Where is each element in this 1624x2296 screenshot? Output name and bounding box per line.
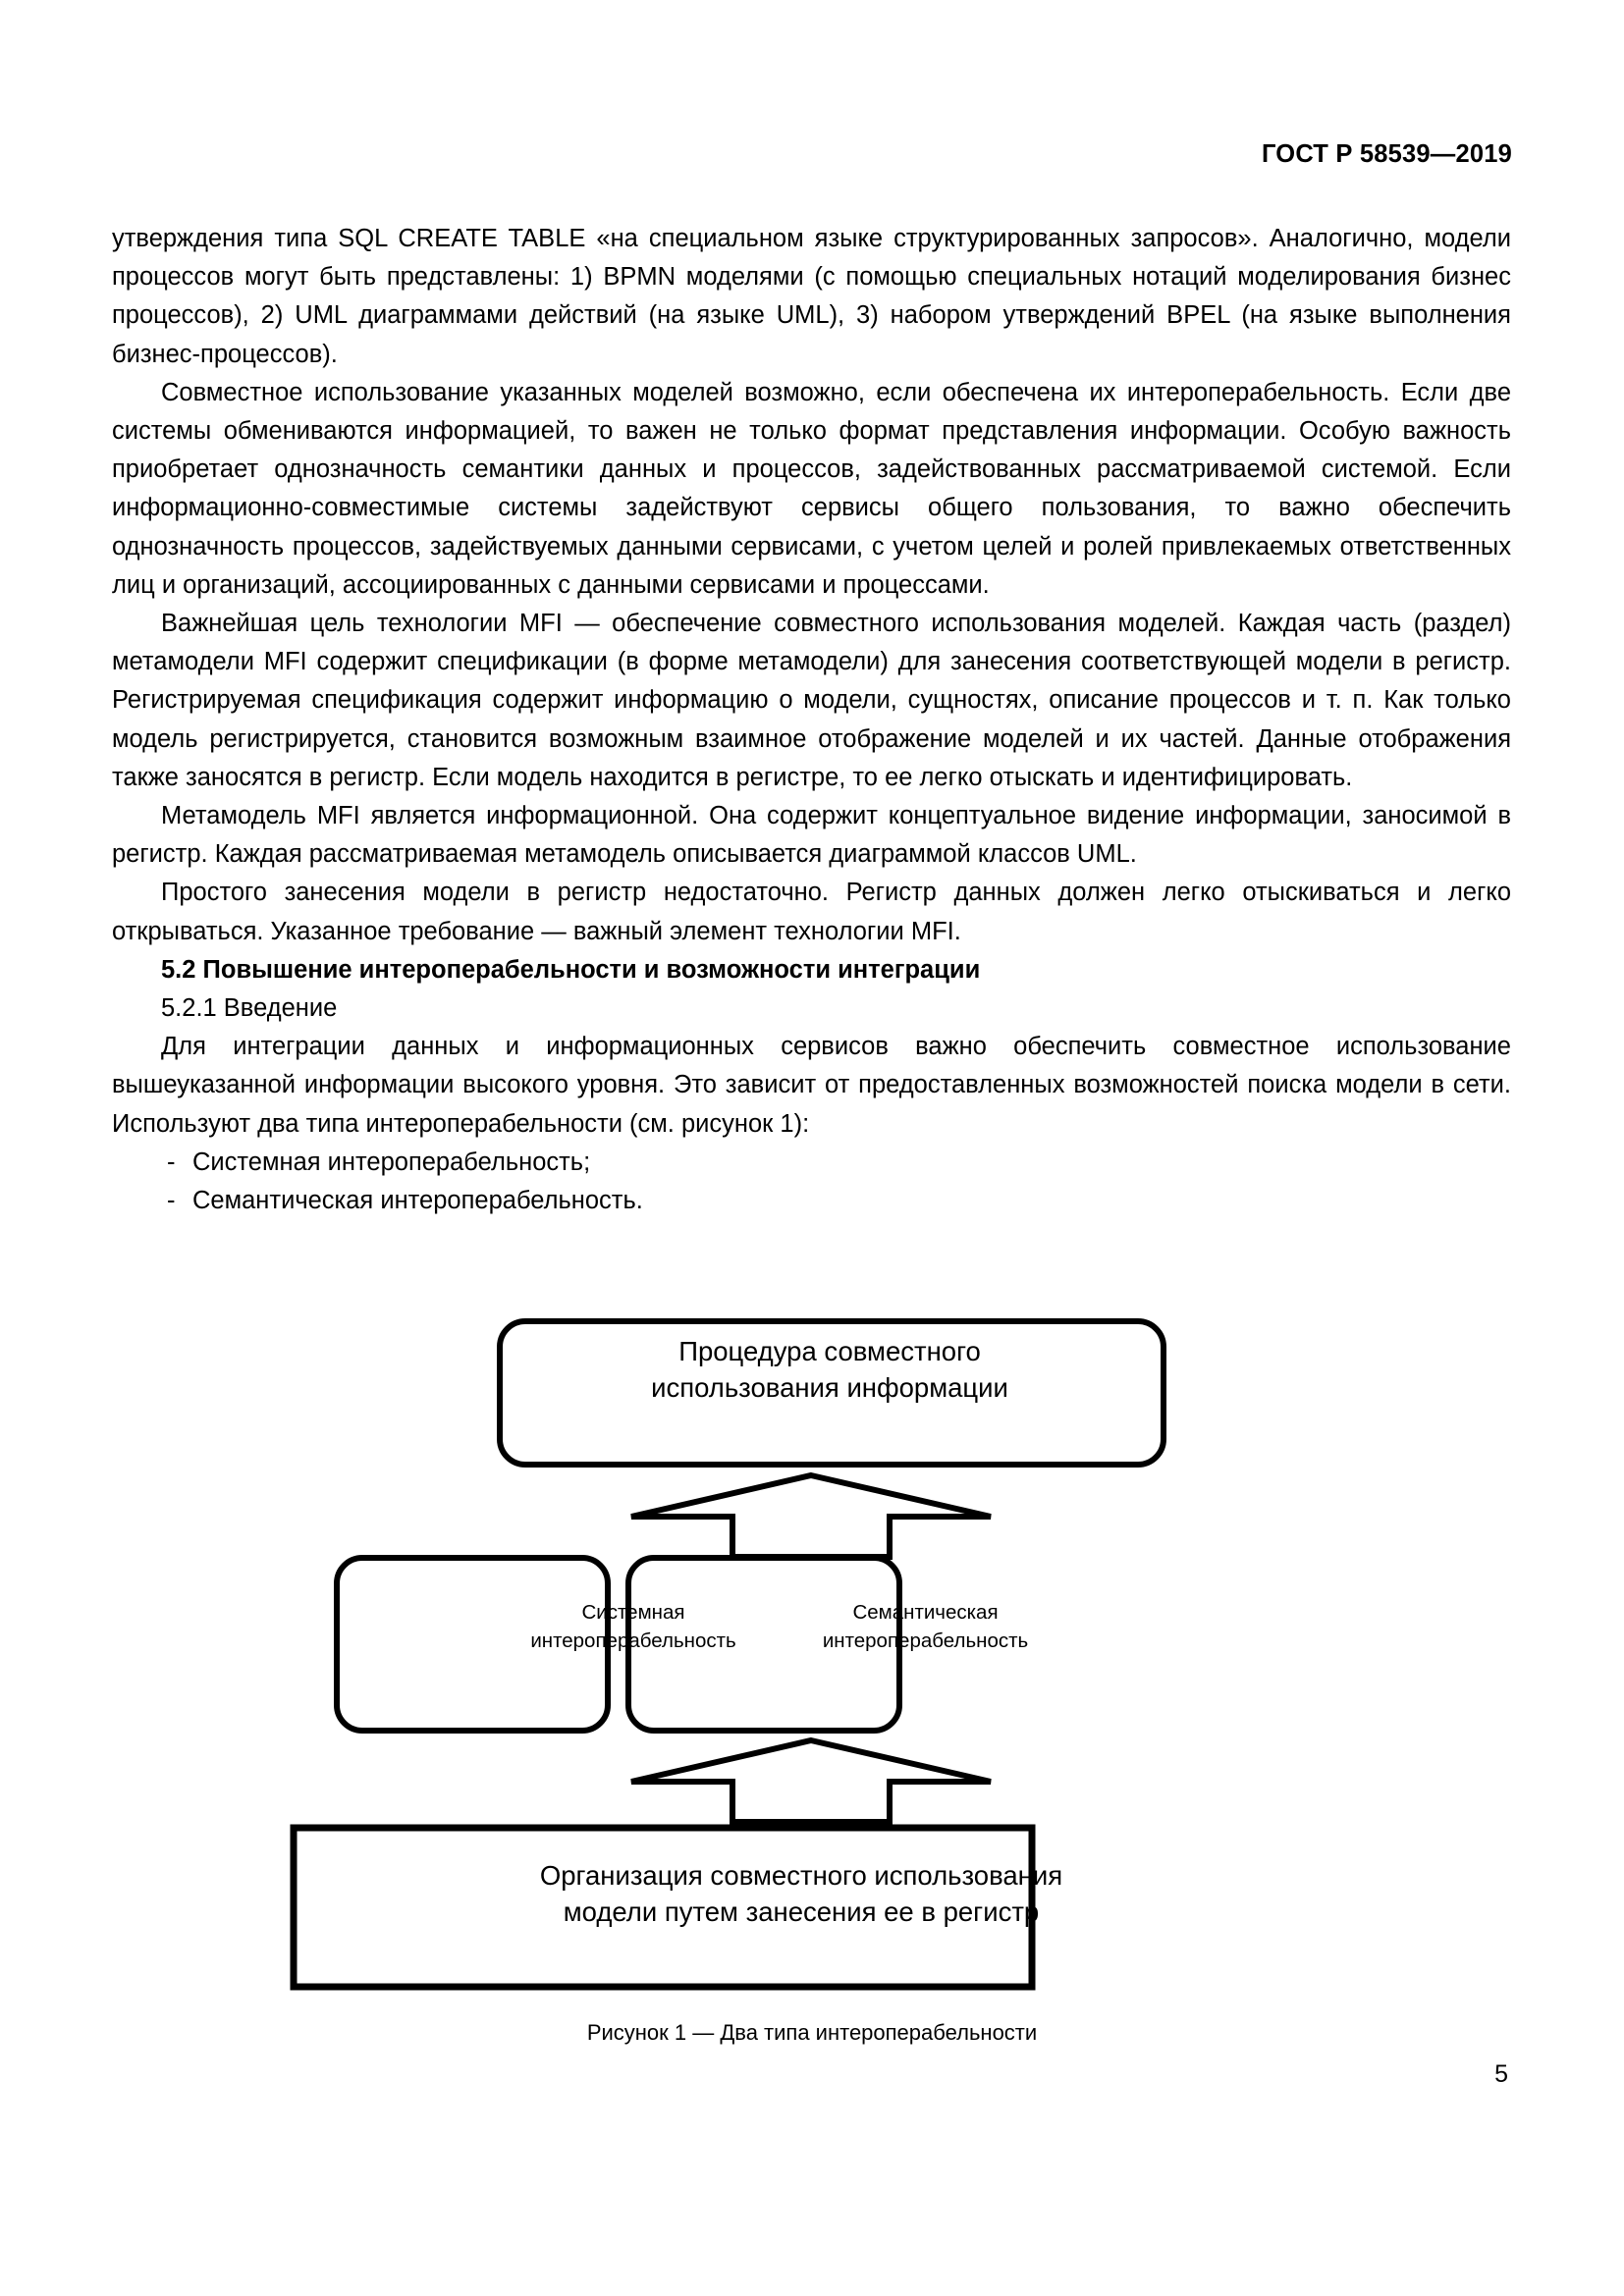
node-top-line-2: использования информации (651, 1372, 1008, 1403)
node-mid-left-line-2: интероперабельность (530, 1629, 736, 1652)
running-header-standard-number: ГОСТ Р 58539—2019 (1261, 140, 1512, 168)
list-item-label: Системная интероперабельность; (192, 1148, 591, 1176)
node-top-shape (500, 1321, 1164, 1465)
figure-1-diagram (0, 0, 1624, 707)
arrow-up-upper (631, 1475, 991, 1557)
node-mid-right-line-1: Семантическая (852, 1601, 999, 1624)
dash-bullet-icon: - (167, 1187, 176, 1215)
node-mid-right-shape (628, 1558, 899, 1731)
node-mid-right-line-2: интероперабельность (822, 1629, 1029, 1652)
node-bottom-shape (294, 1828, 1032, 1987)
paragraph-3: Важнейшая цель технологии MFI — обеспечение совместного использования моделей. Каждая часть (раздел) метамодели MFI содержит спецификации (в форме метамодели) для занесения соответствующей модели в регистр. Регистрируемая спецификация содержит информацию о модели, сущностях, описание процессов и т. п. Как только модель регистрируется, становится возможным взаимное отображение моделей и их частей. Данные отображения также заносятся в регистр. Если модель находится в регистре, то ее легко отыскать и идентифицировать. (112, 610, 1511, 791)
paragraph-2: Совместное использование указанных моделей возможно, если обеспечена их интероперабельность. Если две системы обмениваются информацией, то важен не только формат представления информации. Особую важность приобретает однозначность семантики данных и процессов, задействованных рассматриваемой системой. Если информационно-совместимые системы задействуют сервисы общего пользования, то важно обеспечить однозначность процессов, задействуемых данными сервисами, с учетом целей и ролей привлекаемых ответственных лиц и организаций, ассоциированных с данными сервисами и процессами. (112, 378, 1511, 599)
arrow-up-lower (631, 1740, 991, 1822)
paragraph-1: утверждения типа SQL CREATE TABLE «на специальном языке структурированных запросов». Аналогично, модели процессов могут быть представлены: 1) BPMN моделями (с помощью специальных нотаций моделирования бизнес процессов), 2) UML диаграммами действий (на языке UML), 3) набором утверждений BPEL (на языке выполнения бизнес-процессов). (112, 225, 1511, 368)
section-heading-5-2: 5.2 Повышение интероперабельности и возможности интеграции (161, 955, 981, 984)
node-top-line-1: Процедура совместного (678, 1336, 981, 1366)
node-mid-left-line-1: Системная (581, 1601, 685, 1624)
node-mid-left-shape (337, 1558, 608, 1731)
page-number: 5 (1494, 2060, 1508, 2088)
subsection-heading-5-2-1: 5.2.1 Введение (161, 994, 338, 1023)
paragraph-4: Метамодель MFI является информационной. Она содержит концептуальное видение информации, заносимой в регистр. Каждая рассматриваемая метамодель описывается диаграммой классов UML. (112, 802, 1511, 869)
node-bottom-line-1: Организация совместного использования (539, 1860, 1063, 1891)
node-bottom-line-2: модели путем занесения ее в регистр (563, 1896, 1040, 1927)
list-item-label: Семантическая интероперабельность. (192, 1187, 643, 1215)
paragraph-intro-5-2-1: Для интеграции данных и информационных сервисов важно обеспечить совместное использование вышеуказанной информации высокого уровня. Это зависит от предоставленных возможностей поиска модели в сети. Используют два типа интероперабельности (см. рисунок 1): (112, 1033, 1511, 1138)
dash-bullet-icon: - (167, 1148, 176, 1176)
figure-1-caption: Рисунок 1 — Два типа интероперабельности (586, 2020, 1038, 2045)
paragraph-5: Простого занесения модели в регистр недостаточно. Регистр данных должен легко отыскиваться и легко открываться. Указанное требование — важный элемент технологии MFI. (112, 879, 1511, 945)
